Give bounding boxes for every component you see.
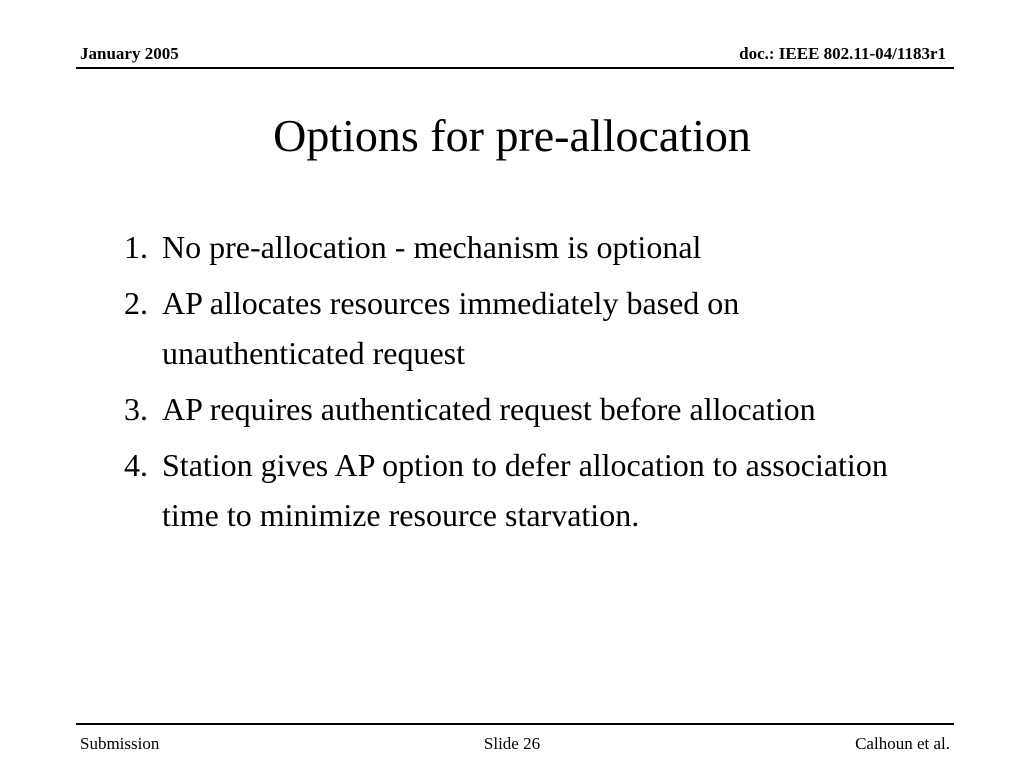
header-date: January 2005: [80, 44, 179, 63]
list-item-text: No pre-allocation - mechanism is optional: [162, 229, 702, 265]
header-doc-id: doc.: IEEE 802.11-04/1183r1: [739, 44, 946, 63]
list-item-number: 4.: [124, 447, 148, 483]
slide-title: Options for pre-allocation: [273, 110, 751, 161]
list-item: [124, 384, 904, 434]
list-item-number: 3.: [124, 391, 148, 427]
list-item-number: 2.: [124, 285, 148, 321]
list-item-text: AP allocates resources immediately based on unauthenticated request: [162, 285, 740, 371]
options-list: [124, 222, 904, 546]
list-item: [124, 222, 904, 272]
footer-divider: [76, 723, 954, 725]
header-divider: [76, 67, 954, 69]
list-item: [124, 440, 904, 540]
footer-slide-number: Slide 26: [483, 734, 541, 753]
footer-submission: Submission: [80, 734, 160, 753]
list-item: [124, 278, 904, 378]
list-item-number: 1.: [124, 229, 148, 265]
list-item-text: AP requires authenticated request before allocation: [162, 391, 816, 427]
list-item-text: Station gives AP option to defer allocation to association time to minimize resource starvation.: [162, 447, 888, 533]
footer-author: Calhoun et al.: [855, 734, 950, 753]
